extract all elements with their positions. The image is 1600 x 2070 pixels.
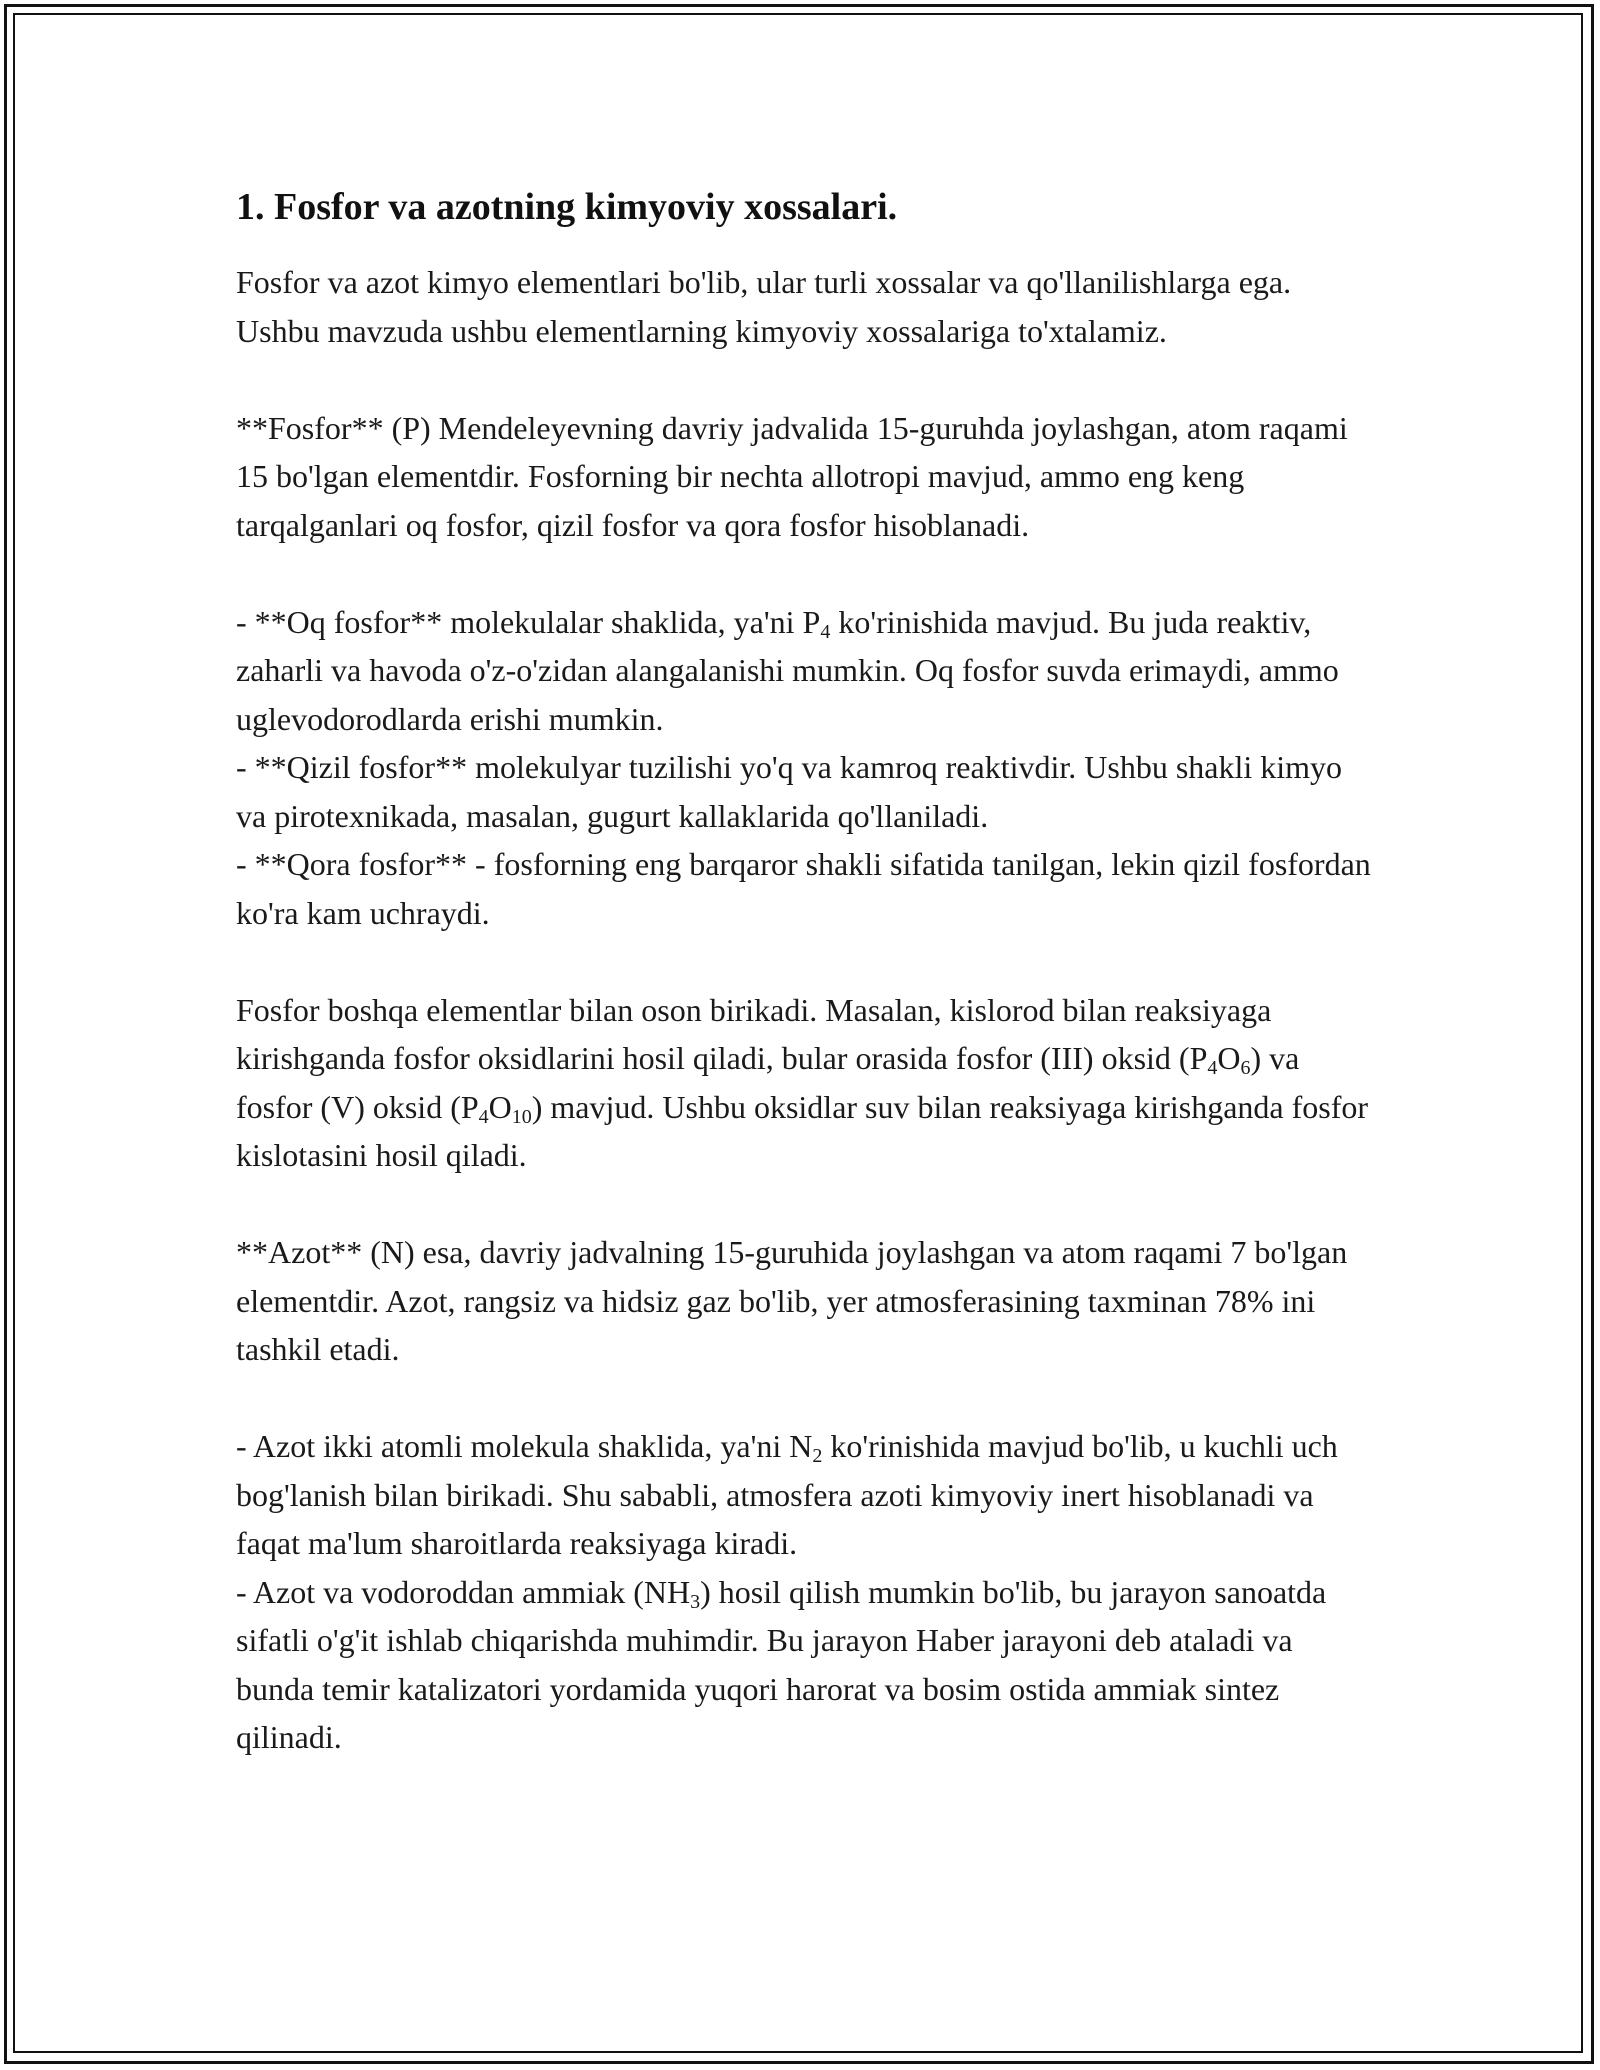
fosfor-intro-paragraph: **Fosfor** (P) Mendeleyevning davriy jadvalida 15-guruhda joylashgan, atom raqami 15 bo'lgan elementdir. Fosforning bir nechta allotropi mavjud, ammo eng keng tarqalganlari oq fosfor, qizil fosfor va qora fosfor hisoblanadi.: [236, 409, 1348, 543]
list-item-oq-fosfor: - **Oq fosfor** molekulalar shaklida, ya'ni $P_4$ ko'rinishida mavjud. Bu juda reaktiv, zaharli va havoda o'z-o'zidan alangalanishi mumkin. Oq fosfor suvda erimaydi, ammo uglevodorodlarda erishi mumkin.: [236, 603, 1339, 737]
document-title: 1. Fosfor va azotning kimyoviy xossalari.: [236, 186, 898, 228]
list-item-qora-fosfor: - **Qora fosfor** - fosforning eng barqaror shakli sifatida tanilgan, lekin qizil fosfordan ko'ra kam uchraydi.: [236, 846, 1371, 931]
azot-list: [236, 1422, 1376, 1762]
list-item-ammiak: - Azot va vodoroddan ammiak $(NH_3)$ hosil qilish mumkin bo'lib, bu jarayon sanoatda sifatli o'g'it ishlab chiqarishda muhimdir. Bu jarayon Haber jarayoni deb ataladi va bunda temir katalizatori yordamida yuqori harorat va bosim ostida ammiak sintez qilinadi.: [236, 1573, 1327, 1755]
document-body: [236, 182, 1376, 1762]
azot-intro-paragraph: **Azot** (N) esa, davriy jadvalning 15-guruhida joylashgan va atom raqami 7 bo'lgan elementdir. Azot, rangsiz va hidsiz gaz bo'lib, yer atmosferasining taxminan 78% ini tashkil etadi.: [236, 1234, 1348, 1367]
intro-paragraph: Fosfor va azot kimyo elementlari bo'lib, ular turli xossalar va qo'llanilishlarga ega. Ushbu mavzuda ushbu elementlarning kimyoviy xossalariga to'xtalamiz.: [236, 264, 1292, 349]
allotropes-list: [236, 598, 1376, 938]
list-item-qizil-fosfor: - **Qizil fosfor** molekulyar tuzilishi yo'q va kamroq reaktivdir. Ushbu shakli kimyo va pirotexnikada, masalan, gugurt kallaklarida qo'llaniladi.: [236, 749, 1343, 834]
oxides-paragraph: Fosfor boshqa elementlar bilan oson birikadi. Masalan, kislorod bilan reaksiyaga kirishganda fosfor oksidlarini hosil qiladi, bular orasida fosfor (III) oksid $(P_4O_6)$ va fosfor (V) oksid $(P_4O_{10})$ mavjud. Ushbu oksidlar suv bilan reaksiyaga kirishganda fosfor kislotasini hosil qiladi.: [236, 991, 1369, 1173]
list-item-n2: - Azot ikki atomli molekula shaklida, ya'ni $N_2$ ko'rinishida mavjud bo'lib, u kuchli uch bog'lanish bilan birikadi. Shu sababli, atmosfera azoti kimyoviy inert hisoblanadi va faqat ma'lum sharoitlarda reaksiyaga kiradi.: [236, 1428, 1338, 1561]
